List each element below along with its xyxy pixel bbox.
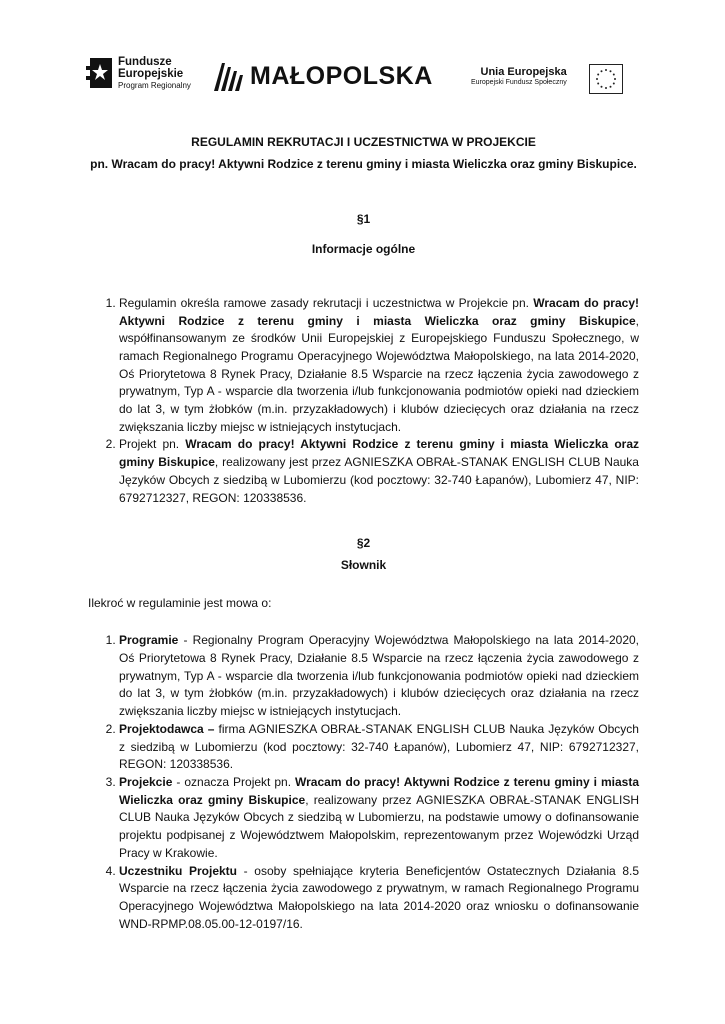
fe-line2: Europejskie [118,68,184,80]
section2-item-2: 2. Projektodawca – firma AGNIESZKA OBRAŁ-STANAK ENGLISH CLUB Nauka Języków Obcych z siedzibą w Lubomierzu (kod pocztowy: 32-740 Łapanów), Lubomierz 47, NIP: 6792712327, REGON: 120338536. [119,721,639,774]
section2-heading: Słownik [340,557,387,572]
eu-flag-icon [589,64,623,94]
fundusze-europejskie-logo [86,56,191,92]
section2-number: §2 [356,536,371,551]
section2-list [88,632,639,933]
section1-item-1: 1. Regulamin określa ramowe zasady rekrutacji i uczestnictwa w Projekcie pn. Wracam do pracy! Aktywni Rodzice z terenu gminy i miasta Wieliczka oraz gminy Biskupice, współfinansowanym ze środków Unii Europejskiej z Europejskiego Funduszu Społecznego, w ramach Regionalnego Programu Operacyjnego Województwa Małopolskiego, na lata 2014-2020, Oś Priorytetowa 8 Rynek Pracy, Działanie 8.5 Wsparcie na rzecz łączenia życia zawodowego z prywatnym, Typ A - wsparcie dla tworzenia i/lub funkcjonowania podmiotów opieki nad dzieckiem do lat 3, w tym żłobków (m.in. przyzakładowych) i klubów dziecięcych oraz działania na rzecz zwiększania liczby miejsc w istniejących instytucjach. [119,295,639,437]
section1-item-2: 2. Projekt pn. Wracam do pracy! Aktywni Rodzice z terenu gminy i miasta Wieliczka oraz gminy Biskupice, realizowany jest przez AGNIESZKA OBRAŁ-STANAK ENGLISH CLUB Nauka Języków Obcych z siedzibą w Lubomierzu (kod pocztowy: 32-740 Łapanów), Lubomierz 47, NIP: 6792712327, REGON: 120338536. [119,436,639,507]
section2-item-1: 1. Programie - Regionalny Program Operacyjny Województwa Małopolskiego na lata 2014-2020, Oś Priorytetowa 8 Rynek Pracy, Działanie 8.5 Wsparcie na rzecz łączenia życia zawodowego z prywatnym, Typ A - wsparcie dla tworzenia i/lub funkcjonowania podmiotów opieki nad dzieckiem do lat 3, w tym żłobków (m.in. przyzakładowych) i klubów dziecięcych oraz działania na rzecz zwiększania liczby miejsc w istniejących instytucjach. [119,632,639,721]
logo-bar [86,52,631,107]
malopolska-mark-icon [214,63,244,91]
section2-intro: Ilekroć w regulaminie jest mowa o: [88,595,272,610]
fe-star-icon [86,56,114,90]
fe-line3: Program Regionalny [118,81,191,90]
section1-number: §1 [356,212,371,227]
document-title: REGULAMIN REKRUTACJI I UCZESTNICTWA W PROJEKCIE [191,135,536,149]
ue-line2: Europejski Fundusz Społeczny [471,79,567,86]
malopolska-logo [214,62,433,91]
document-subtitle: pn. Wracam do pracy! Aktywni Rodzice z terenu gminy i miasta Wieliczka oraz gminy Biskupice. [90,156,637,171]
section2-item-4: 4. Uczestniku Projektu - osoby spełniające kryteria Beneficjentów Ostatecznych Działania 8.5 Wsparcie na rzecz łączenia życia zawodowego z prywatnym, w ramach Regionalnego Programu Operacyjnego Województwa Małopolskiego na lata 2014-2020 oraz wniosku o dofinansowanie WND-RPMP.08.05.00-12-0197/16. [119,863,639,934]
unia-europejska-label [471,66,567,86]
section2-item-3: 3. Projekcie - oznacza Projekt pn. Wracam do pracy! Aktywni Rodzice z terenu gminy i miasta Wieliczka oraz gminy Biskupice, realizowany przez AGNIESZKA OBRAŁ-STANAK ENGLISH CLUB Nauka Języków Obcych z siedzibą w Lubomierzu, na podstawie umowy o dofinansowanie projektu podpisanej z Województwem Małopolskim, reprezentowanym przez Wojewódzki Urząd Pracy w Krakowie. [119,774,639,863]
section1-heading: Informacje ogólne [311,242,416,257]
regulamin-document [88,134,639,933]
section1-list [88,295,639,507]
ue-line1: Unia Europejska [480,66,567,78]
malopolska-wordmark: MAŁOPOLSKA [250,62,433,90]
fe-line1: Fundusze [118,56,172,68]
